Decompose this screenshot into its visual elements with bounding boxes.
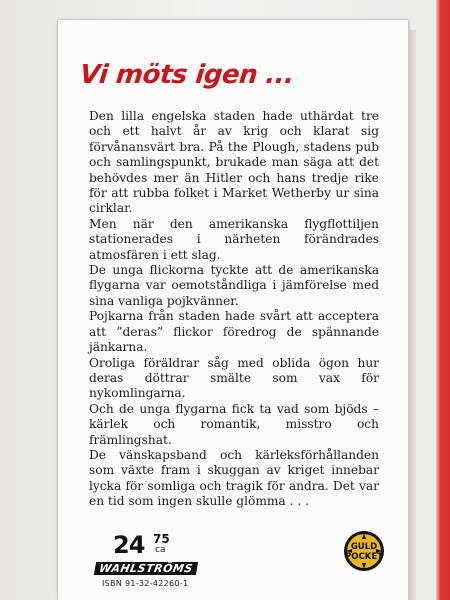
isbn-number: ISBN 91-32-42260-1 — [102, 579, 189, 588]
blurb-paragraph: Oroliga föräldrar såg med oblida ögon hur deras döttrar smälte som vax för nykomlingarna. — [89, 355, 379, 401]
price-tag — [113, 531, 170, 559]
blurb-paragraph: Men när den amerikanska flygflottiljen stationerades i närheten förändrades atmosfären i ett slag. — [89, 216, 379, 262]
price-suffix: ca — [155, 545, 166, 555]
price-main: 24 — [113, 531, 145, 559]
blurb-paragraph: Pojkarna från staden hade svårt att acceptera att ”deras” flickor föredrog de spännande jänkarna. — [89, 309, 379, 355]
blurb-paragraph: Och de unga flygarna fick ta vad som bjöds – kärlek och romantik, misstro och främlingshat. — [89, 401, 379, 447]
blurb-paragraph: Den lilla engelska staden hade uthärdat tre och ett halvt år av krig och klarat sig förvånansvärt bra. På the Plough, stadens pub och samlingspunkt, brukade man säga att det behövdes mer än Hitler och hans tredje rike för att rubba folket i Market Wetherby ur sina cirklar. — [89, 109, 379, 216]
book-page-edge — [408, 30, 416, 600]
blurb-text — [89, 109, 379, 510]
blurb-paragraph: De unga flickorna tyckte att de amerikanska flygarna var oemotståndliga i jämförelse med sina vanliga pojkvänner. — [89, 263, 379, 308]
price-decimal: 75 — [153, 532, 170, 546]
blurb-paragraph: De vänskapsband och kärleksförhållanden som växte fram i skuggan av kriget innebar lycka för somliga och tragik för andra. Det var en tid som ingen skulle glömma . . . — [89, 447, 379, 509]
guld-pocket-logo-icon — [343, 530, 385, 572]
red-book-edge — [436, 0, 450, 600]
publisher-logo: WAHLSTRÖMS — [94, 562, 198, 575]
cover-headline: Vi möts igen ... — [78, 60, 296, 90]
logo-line2: POCKET — [345, 552, 383, 562]
logo-line1: GULD — [350, 542, 378, 552]
